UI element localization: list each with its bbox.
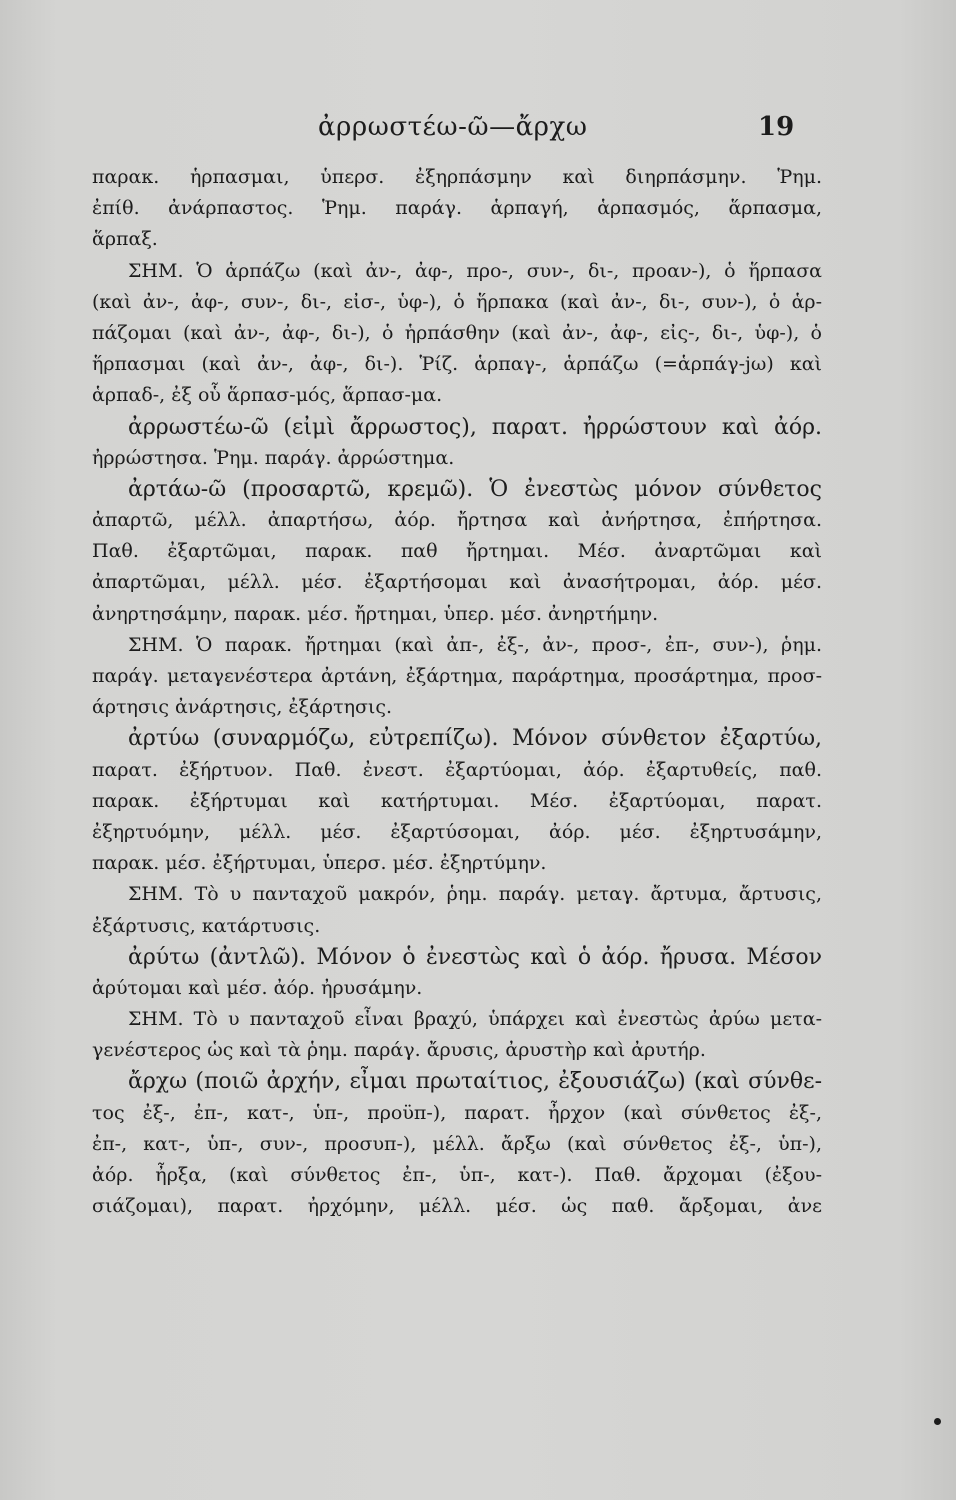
text-line: σιάζομαι), παρατ. ἠρχόμην, μέλλ. μέσ. ὡς παθ. ἄρξομαι, ἀνε	[92, 1195, 822, 1218]
text-line: παρακ. ἐξήρτυμαι καὶ κατήρτυμαι. Μέσ. ἐξαρτύομαι, παρατ.	[92, 789, 822, 812]
text-line: ἐξάρτυσις, κατάρτυσις.	[92, 914, 321, 937]
running-title: ἀρρωστέω-ῶ—ἄρχω	[318, 112, 588, 142]
entry-headword-line: ἀρρωστέω-ῶ (εἰμὶ ἄρρωστος), παρατ. ἠρρώστουν καὶ ἀόρ.	[128, 414, 822, 440]
text-line: άρτησις ἀνάρτησις, ἐξάρτησις.	[92, 696, 393, 719]
note-line: ΣΗΜ. Ὁ παρακ. ἤρτημαι (καὶ ἀπ-, ἐξ-, ἀν-, προσ-, ἐπ-, συν-), ῥημ.	[128, 633, 822, 656]
entry-headword-line: ἀρτάω-ῶ (προσαρτῶ, κρεμῶ). Ὁ ἐνεστὼς μόνον σύνθετος	[128, 476, 822, 502]
text-line: ἐπ-, κατ-, ὑπ-, συν-, προσυπ-), μέλλ. ἄρξω (καὶ σύνθετος ἐξ-, ὑπ-),	[92, 1132, 822, 1155]
dictionary-body	[92, 162, 822, 1222]
text-line: ἐξηρτυόμην, μέλλ. μέσ. ἐξαρτύσομαι, ἀόρ. μέσ. ἐξηρτυσάμην,	[92, 820, 822, 843]
entry-headword-line: ἀρύτω (ἀντλῶ). Μόνον ὁ ἐνεστὼς καὶ ὁ ἀόρ. ἤρυσα. Μέσον	[128, 944, 822, 970]
text-line: ἐπίθ. ἀνάρπαστος. Ῥημ. παράγ. ἁρπαγή, ἁρπασμός, ἅρπασμα,	[92, 197, 822, 220]
text-line: (καὶ ἀν-, ἀφ-, συν-, δι-, εἰσ-, ὑφ-), ὁ ἥρπακα (καὶ ἀν-, δι-, συν-), ὁ ἁρ-	[92, 290, 822, 313]
text-line: τος ἐξ-, ἐπ-, κατ-, ὑπ-, προϋπ-), παρατ. ἦρχον (καὶ σύνθετος ἐξ-,	[92, 1101, 822, 1124]
text-line: παρακ. ἡρπασμαι, ὑπερσ. ἐξηρπάσμην καὶ διηρπάσμην. Ῥημ.	[92, 166, 822, 188]
text-line: ἀπαρτῶμαι, μέλλ. μέσ. ἐξαρτήσομαι καὶ ἀνασήτρομαι, ἀόρ. μέσ.	[92, 571, 822, 594]
page-number: 19	[758, 112, 795, 142]
text-line: γενέστερος ὡς καὶ τὰ ῥημ. παράγ. ἄρυσις, ἀρυστὴρ καὶ ἀρυτήρ.	[92, 1039, 706, 1062]
ink-dot	[934, 1418, 941, 1425]
entry-headword-line: ἀρτύω (συναρμόζω, εὐτρεπίζω). Μόνον σύνθετον ἐξαρτύω,	[128, 726, 822, 752]
text-line: πάζομαι (καὶ ἀν-, ἀφ-, δι-), ὁ ἡρπάσθην (καὶ ἀν-, ἀφ-, εἰς-, δι-, ὑφ-), ὁ	[92, 321, 822, 344]
note-line: ΣΗΜ. Τὸ υ πανταχοῦ εἶναι βραχύ, ὑπάρχει καὶ ἐνεστὼς ἀρύω μετα-	[128, 1008, 822, 1031]
text-line: ἅρπαξ.	[92, 228, 158, 251]
text-line: παρατ. ἐξήρτυον. Παθ. ἐνεστ. ἐξαρτύομαι, ἀόρ. ἐξαρτυθείς, παθ.	[92, 758, 822, 781]
text-line: ἀπαρτῶ, μέλλ. ἀπαρτήσω, ἀόρ. ἤρτησα καὶ ἀνήρτησα, ἐπήρτησα.	[92, 509, 822, 532]
note-line: ΣΗΜ. Ὁ ἁρπάζω (καὶ ἀν-, ἀφ-, προ-, συν-, δι-, προαν-), ὁ ἥρπασα	[128, 259, 822, 282]
text-line: ἀρύτομαι καὶ μέσ. ἀόρ. ἠρυσάμην.	[92, 976, 423, 999]
text-line: ἀόρ. ἦρξα, (καὶ σύνθετος ἐπ-, ὑπ-, κατ-). Παθ. ἄρχομαι (ἐξου-	[92, 1164, 822, 1186]
text-line: ἁρπαδ-, ἐξ οὗ ἅρπασ-μός, ἅρπασ-μα.	[92, 384, 443, 407]
text-line: ἠρρώστησα. Ῥημ. παράγ. ἀρρώστημα.	[92, 446, 455, 469]
note-line: ΣΗΜ. Τὸ υ πανταχοῦ μακρόν, ῥημ. παράγ. μεταγ. ἄρτυμα, ἄρτυσις,	[128, 883, 822, 906]
text-line: παρακ. μέσ. ἐξήρτυμαι, ὑπερσ. μέσ. ἐξηρτύμην.	[92, 852, 547, 875]
text-line: ἥρπασμαι (καὶ ἀν-, ἀφ-, δι-). Ῥίζ. ἁρπαγ-, ἁρπάζω (=ἁρπάγ-jω) καὶ	[92, 353, 822, 376]
text-line: Παθ. ἐξαρτῶμαι, παρακ. παθ ἤρτημαι. Μέσ. ἀναρτῶμαι καὶ	[92, 540, 822, 563]
entry-headword-line: ἄρχω (ποιῶ ἀρχήν, εἶμαι πρωταίτιος, ἐξουσιάζω) (καὶ σύνθε-	[128, 1069, 822, 1095]
text-line: ἀνηρτησάμην, παρακ. μέσ. ἤρτημαι, ὑπερ. μέσ. ἀνηρτήμην.	[92, 602, 659, 625]
page-header	[0, 112, 956, 152]
text-line: παράγ. μεταγενέστερα ἀρτάνη, ἐξάρτημα, παράρτημα, προσάρτημα, προσ-	[92, 665, 822, 687]
